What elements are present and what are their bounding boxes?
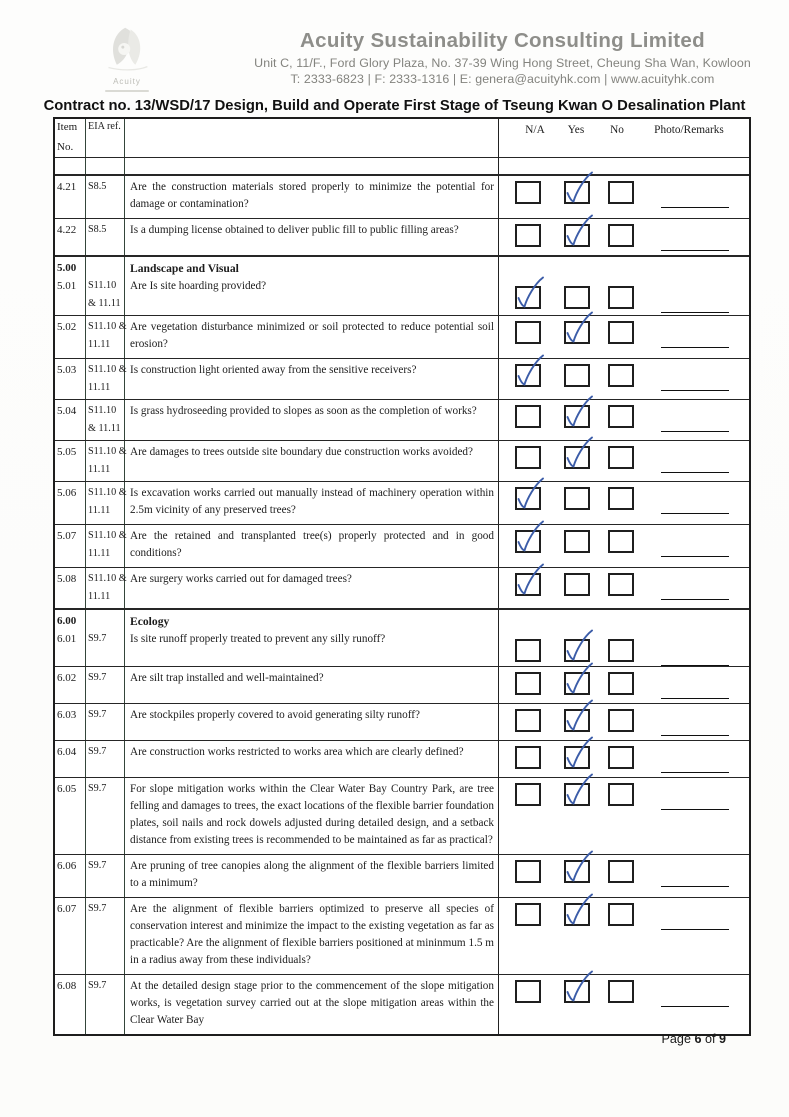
checkbox-yes bbox=[564, 709, 590, 732]
question-text: Is grass hydroseeding provided to slopes as soon as the completion of works? bbox=[130, 405, 477, 417]
item-no-cell bbox=[55, 400, 86, 440]
tick-icon bbox=[514, 477, 544, 513]
checkbox-yes bbox=[564, 364, 590, 387]
eia-ref-cell bbox=[86, 568, 125, 608]
item-number: 5.03 bbox=[57, 364, 77, 376]
total-pages-number: 9 bbox=[718, 1032, 726, 1046]
question-cell bbox=[125, 778, 499, 854]
company-name: Acuity Sustainability Consulting Limited bbox=[300, 29, 705, 52]
item-no-cell bbox=[55, 667, 86, 703]
checkbox-na bbox=[515, 639, 541, 662]
checkbox-group bbox=[499, 364, 749, 391]
question-text: Are surgery works carried out for damaged trees? bbox=[130, 573, 352, 585]
question-cell bbox=[125, 610, 499, 666]
tick-icon bbox=[563, 311, 593, 347]
checkbox-na bbox=[515, 746, 541, 769]
checkbox-na bbox=[515, 860, 541, 883]
tick-icon bbox=[563, 699, 593, 735]
checkbox-no bbox=[608, 639, 634, 662]
checkbox-na bbox=[515, 487, 541, 510]
checkbox-no bbox=[608, 530, 634, 553]
checks-cell bbox=[499, 610, 749, 666]
item-number: 5.07 bbox=[57, 530, 77, 542]
table-row bbox=[55, 974, 749, 1034]
checkbox-yes bbox=[564, 639, 590, 662]
question-cell bbox=[125, 568, 499, 608]
checkbox-no bbox=[608, 405, 634, 428]
eia-ref-cell bbox=[86, 441, 125, 481]
item-header-line2: No. bbox=[57, 141, 74, 153]
eia-ref-cell bbox=[86, 975, 125, 1034]
checks-header-cell bbox=[499, 119, 749, 157]
checkbox-na bbox=[515, 980, 541, 1003]
item-no-cell bbox=[55, 898, 86, 974]
remarks-line bbox=[661, 886, 729, 887]
question-cell bbox=[125, 667, 499, 703]
checkbox-no bbox=[608, 860, 634, 883]
question-cell bbox=[125, 855, 499, 897]
eia-header-label: EIA ref. bbox=[88, 121, 121, 132]
checks-cell bbox=[499, 316, 749, 358]
checkbox-no bbox=[608, 746, 634, 769]
checkbox-na bbox=[515, 573, 541, 596]
item-no-cell bbox=[55, 855, 86, 897]
checkbox-na bbox=[515, 446, 541, 469]
checkbox-yes bbox=[564, 573, 590, 596]
table-row bbox=[55, 255, 749, 315]
checkbox-group bbox=[499, 321, 749, 348]
checks-cell bbox=[499, 667, 749, 703]
question-text: Are damages to trees outside site boundary due construction works avoided? bbox=[130, 446, 473, 458]
eia-ref: S9.7 bbox=[88, 709, 107, 720]
checkbox-na bbox=[515, 321, 541, 344]
item-number: 6.07 bbox=[57, 903, 77, 915]
checklist-table bbox=[53, 117, 751, 1036]
eia-ref-cell bbox=[86, 525, 125, 567]
logo-tagline-decoration bbox=[105, 90, 149, 92]
eia-ref: & 11.11 bbox=[88, 423, 121, 434]
tick-icon bbox=[514, 520, 544, 556]
checks-cell bbox=[499, 359, 749, 399]
checkbox-no bbox=[608, 487, 634, 510]
eia-ref: S8.5 bbox=[88, 224, 107, 235]
item-no-cell bbox=[55, 525, 86, 567]
checkbox-group bbox=[499, 573, 749, 600]
checks-cell bbox=[499, 898, 749, 974]
eia-ref-cell bbox=[86, 741, 125, 777]
remarks-line bbox=[661, 665, 729, 666]
checkbox-na bbox=[515, 224, 541, 247]
remarks-line bbox=[661, 312, 729, 313]
table-row bbox=[55, 524, 749, 567]
item-header-line1: Item bbox=[57, 121, 78, 133]
eia-ref: S11.10 & bbox=[88, 364, 127, 375]
eia-ref-cell bbox=[86, 778, 125, 854]
eia-ref: S11.10 & bbox=[88, 487, 127, 498]
question-text: Are Is site hoarding provided? bbox=[130, 280, 267, 292]
checks-cell bbox=[499, 525, 749, 567]
table-row bbox=[55, 218, 749, 255]
eia-ref: S9.7 bbox=[88, 672, 107, 683]
checks-cell bbox=[499, 219, 749, 255]
eia-ref: S11.10 bbox=[88, 405, 117, 416]
checks-cell bbox=[499, 704, 749, 740]
eia-ref-cell bbox=[86, 898, 125, 974]
table-row bbox=[55, 315, 749, 358]
eia-ref: S11.10 & bbox=[88, 573, 127, 584]
item-no-cell bbox=[55, 158, 86, 174]
remarks-line bbox=[661, 556, 729, 557]
item-number: 6.05 bbox=[57, 783, 77, 795]
checkbox-yes bbox=[564, 783, 590, 806]
checkbox-na bbox=[515, 286, 541, 309]
checkbox-group bbox=[499, 181, 749, 208]
eia-ref: S11.10 & bbox=[88, 321, 127, 332]
eia-ref: S11.10 & bbox=[88, 446, 127, 457]
remarks-line bbox=[661, 809, 729, 810]
remarks-line bbox=[661, 599, 729, 600]
table-body bbox=[55, 157, 749, 1034]
checkbox-no bbox=[608, 709, 634, 732]
question-text: Are the alignment of flexible barriers optimized to preserve all species of conservation interest and minimize the impact to the existing vegetation as far as practicable? Are the alignment of flexible barriers positioned at mininmum 1.5 m in a radius away from these individuals? bbox=[130, 903, 494, 966]
checkbox-no bbox=[608, 903, 634, 926]
eia-ref-cell bbox=[86, 855, 125, 897]
item-no-cell bbox=[55, 482, 86, 524]
tick-icon bbox=[563, 773, 593, 809]
table-row bbox=[55, 854, 749, 897]
table-row bbox=[55, 399, 749, 440]
logo-caption: Acuity bbox=[113, 77, 141, 86]
item-no-cell bbox=[55, 316, 86, 358]
checks-cell bbox=[499, 176, 749, 218]
checkbox-na bbox=[515, 709, 541, 732]
item-no-cell bbox=[55, 975, 86, 1034]
checks-cell bbox=[499, 568, 749, 608]
question-cell bbox=[125, 898, 499, 974]
checkbox-no bbox=[608, 573, 634, 596]
eia-ref-cell bbox=[86, 359, 125, 399]
section-title: Ecology bbox=[130, 615, 170, 628]
no-column-header: No bbox=[610, 124, 624, 136]
table-row bbox=[55, 703, 749, 740]
eia-ref: S8.5 bbox=[88, 181, 107, 192]
checks-cell bbox=[499, 158, 749, 174]
eia-ref: 11.11 bbox=[88, 591, 111, 602]
checkbox-group bbox=[499, 446, 749, 473]
checkbox-na bbox=[515, 530, 541, 553]
checks-cell bbox=[499, 855, 749, 897]
checkbox-no bbox=[608, 364, 634, 387]
checkbox-group bbox=[499, 672, 749, 699]
question-header-cell bbox=[125, 119, 499, 157]
table-row bbox=[55, 567, 749, 608]
checkbox-na bbox=[515, 783, 541, 806]
company-logo bbox=[92, 24, 162, 92]
checkbox-group bbox=[499, 980, 749, 1007]
question-cell bbox=[125, 525, 499, 567]
tick-icon bbox=[563, 629, 593, 665]
item-no-cell bbox=[55, 704, 86, 740]
item-number: 5.05 bbox=[57, 446, 77, 458]
checks-cell bbox=[499, 741, 749, 777]
tick-icon bbox=[563, 214, 593, 250]
question-text: Is a dumping license obtained to deliver public fill to public filling areas? bbox=[130, 224, 459, 236]
question-text: Are silt trap installed and well-maintained? bbox=[130, 672, 324, 684]
tick-icon bbox=[563, 970, 593, 1006]
checks-cell bbox=[499, 257, 749, 315]
eia-ref-cell bbox=[86, 667, 125, 703]
checkbox-yes bbox=[564, 980, 590, 1003]
remarks-line bbox=[661, 735, 729, 736]
checkbox-no bbox=[608, 181, 634, 204]
item-no-cell bbox=[55, 610, 86, 666]
table-header-row bbox=[55, 119, 749, 157]
item-number: 5.04 bbox=[57, 405, 77, 417]
question-cell bbox=[125, 975, 499, 1034]
eia-ref: S11.10 bbox=[88, 280, 117, 291]
checkbox-yes bbox=[564, 181, 590, 204]
tick-icon bbox=[563, 395, 593, 431]
table-row bbox=[55, 897, 749, 974]
checkbox-group bbox=[499, 783, 749, 810]
eia-ref: 11.11 bbox=[88, 339, 111, 350]
eia-ref: S11.10 & bbox=[88, 530, 127, 541]
eia-ref: 11.11 bbox=[88, 464, 111, 475]
eia-ref-cell bbox=[86, 400, 125, 440]
question-text: Are pruning of tree canopies along the alignment of the flexible barriers limited to a minimum? bbox=[130, 860, 494, 889]
of-label: of bbox=[704, 1032, 716, 1046]
checks-cell bbox=[499, 441, 749, 481]
table-row bbox=[55, 358, 749, 399]
checks-cell bbox=[499, 975, 749, 1034]
item-number: 6.01 bbox=[57, 633, 77, 645]
eia-ref: S9.7 bbox=[88, 633, 107, 644]
checkbox-na bbox=[515, 672, 541, 695]
item-no-cell bbox=[55, 176, 86, 218]
checkbox-yes bbox=[564, 321, 590, 344]
item-no-cell bbox=[55, 441, 86, 481]
remarks-line bbox=[661, 698, 729, 699]
question-text: Are stockpiles properly covered to avoid generating silty runoff? bbox=[130, 709, 420, 721]
remarks-line bbox=[661, 1006, 729, 1007]
checks-cell bbox=[499, 400, 749, 440]
checkbox-group bbox=[499, 286, 749, 313]
checkbox-yes bbox=[564, 487, 590, 510]
question-cell bbox=[125, 400, 499, 440]
question-cell bbox=[125, 176, 499, 218]
yes-column-header: Yes bbox=[567, 124, 585, 136]
eia-ref-cell bbox=[86, 610, 125, 666]
eia-ref-cell bbox=[86, 158, 125, 174]
tick-icon bbox=[563, 736, 593, 772]
question-text: Is construction light oriented away from the sensitive receivers? bbox=[130, 364, 417, 376]
eia-ref-header bbox=[86, 119, 125, 157]
question-text: Are the retained and transplanted tree(s) properly protected and in good conditions? bbox=[130, 530, 494, 559]
remarks-line bbox=[661, 207, 729, 208]
remarks-line bbox=[661, 347, 729, 348]
eia-ref: 11.11 bbox=[88, 505, 111, 516]
page-label: Page bbox=[661, 1032, 691, 1046]
item-number: 6.08 bbox=[57, 980, 77, 992]
checkbox-na bbox=[515, 903, 541, 926]
item-number: 6.03 bbox=[57, 709, 77, 721]
checkbox-group bbox=[499, 639, 749, 666]
question-cell bbox=[125, 482, 499, 524]
question-text: Are vegetation disturbance minimized or soil protected to reduce potential soil erosion? bbox=[130, 321, 494, 350]
company-contact: T: 2333-6823 | F: 2333-1316 | E: genera@acuityhk.com | www.acuityhk.com bbox=[290, 72, 715, 86]
checkbox-yes bbox=[564, 903, 590, 926]
remarks-line bbox=[661, 431, 729, 432]
page-number bbox=[662, 1032, 726, 1046]
checkbox-no bbox=[608, 286, 634, 309]
section-number: 6.00 bbox=[57, 615, 77, 627]
checkbox-group bbox=[499, 405, 749, 432]
eia-ref: S9.7 bbox=[88, 903, 107, 914]
tick-icon bbox=[514, 563, 544, 599]
company-address: Unit C, 11/F., Ford Glory Plaza, No. 37-39 Wing Hong Street, Cheung Sha Wan, Kowloon bbox=[254, 56, 751, 70]
eia-ref-cell bbox=[86, 316, 125, 358]
item-number: 5.08 bbox=[57, 573, 77, 585]
item-no-cell bbox=[55, 359, 86, 399]
checkbox-na bbox=[515, 364, 541, 387]
question-cell bbox=[125, 741, 499, 777]
eia-ref-cell bbox=[86, 257, 125, 315]
remarks-line bbox=[661, 513, 729, 514]
question-cell bbox=[125, 219, 499, 255]
remarks-line bbox=[661, 472, 729, 473]
checkbox-no bbox=[608, 783, 634, 806]
question-text: Is site runoff properly treated to prevent any silly runoff? bbox=[130, 633, 386, 645]
question-cell bbox=[125, 158, 499, 174]
checkbox-yes bbox=[564, 405, 590, 428]
acuity-leaf-logo-icon bbox=[99, 24, 155, 74]
question-cell bbox=[125, 316, 499, 358]
eia-ref-cell bbox=[86, 219, 125, 255]
item-number: 6.02 bbox=[57, 672, 77, 684]
item-no-cell bbox=[55, 219, 86, 255]
item-number: 4.21 bbox=[57, 181, 77, 193]
tick-icon bbox=[563, 893, 593, 929]
remarks-line bbox=[661, 250, 729, 251]
checkbox-group bbox=[499, 860, 749, 887]
checkbox-group bbox=[499, 709, 749, 736]
question-cell bbox=[125, 257, 499, 315]
item-number: 5.01 bbox=[57, 280, 77, 292]
question-cell bbox=[125, 704, 499, 740]
item-no-cell bbox=[55, 257, 86, 315]
checkbox-no bbox=[608, 980, 634, 1003]
item-no-header bbox=[55, 119, 86, 157]
eia-ref-cell bbox=[86, 704, 125, 740]
eia-ref: S9.7 bbox=[88, 980, 107, 991]
checkbox-yes bbox=[564, 286, 590, 309]
eia-ref: S9.7 bbox=[88, 746, 107, 757]
checkbox-yes bbox=[564, 446, 590, 469]
question-text: At the detailed design stage prior to the commencement of the slope mitigation works, is vegetation survey carried out at the slope mitigation areas within the Clear Water Bay bbox=[130, 980, 494, 1026]
table-row bbox=[55, 666, 749, 703]
checkbox-yes bbox=[564, 672, 590, 695]
checkbox-group bbox=[499, 487, 749, 514]
checkbox-no bbox=[608, 672, 634, 695]
checkbox-no bbox=[608, 446, 634, 469]
question-cell bbox=[125, 359, 499, 399]
table-row bbox=[55, 440, 749, 481]
question-cell bbox=[125, 441, 499, 481]
item-no-cell bbox=[55, 568, 86, 608]
checks-cell bbox=[499, 482, 749, 524]
item-number: 6.06 bbox=[57, 860, 77, 872]
section-title: Landscape and Visual bbox=[130, 262, 239, 275]
checkbox-no bbox=[608, 224, 634, 247]
eia-ref-cell bbox=[86, 176, 125, 218]
tick-icon bbox=[563, 662, 593, 698]
checkbox-yes bbox=[564, 224, 590, 247]
item-no-cell bbox=[55, 741, 86, 777]
remarks-line bbox=[661, 772, 729, 773]
checkbox-group bbox=[499, 224, 749, 251]
eia-ref: & 11.11 bbox=[88, 298, 121, 309]
tick-icon bbox=[514, 276, 544, 312]
eia-ref: 11.11 bbox=[88, 382, 111, 393]
checkbox-na bbox=[515, 405, 541, 428]
checkbox-group bbox=[499, 530, 749, 557]
section-number: 5.00 bbox=[57, 262, 77, 274]
eia-ref-cell bbox=[86, 482, 125, 524]
table-row bbox=[55, 174, 749, 218]
eia-ref: S9.7 bbox=[88, 783, 107, 794]
table-row bbox=[55, 481, 749, 524]
eia-ref: 11.11 bbox=[88, 548, 111, 559]
item-number: 5.06 bbox=[57, 487, 77, 499]
checkbox-na bbox=[515, 181, 541, 204]
table-row bbox=[55, 777, 749, 854]
na-column-header: N/A bbox=[525, 124, 545, 136]
checkbox-yes bbox=[564, 860, 590, 883]
question-text: Is excavation works carried out manually instead of machinery operation within 2.5m vicinity of any preserved trees? bbox=[130, 487, 494, 516]
item-number: 4.22 bbox=[57, 224, 77, 236]
question-text: For slope mitigation works within the Clear Water Bay Country Park, are tree felling and damages to trees, the exact locations of the flexible barrier foundation plates, soil nails and rock dowels adjusted during detailed design, and a setback distance from existing trees is recommended to be maintained as far as practical? bbox=[130, 783, 494, 846]
checkbox-yes bbox=[564, 746, 590, 769]
checks-cell bbox=[499, 778, 749, 854]
checkbox-group bbox=[499, 746, 749, 773]
remarks-line bbox=[661, 390, 729, 391]
current-page-number: 6 bbox=[694, 1032, 702, 1046]
spacer-row bbox=[55, 157, 749, 174]
tick-icon bbox=[563, 850, 593, 886]
eia-ref: S9.7 bbox=[88, 860, 107, 871]
page-title: Contract no. 13/WSD/17 Design, Build and Operate First Stage of Tseung Kwan O Desalination Plant bbox=[43, 98, 746, 114]
item-number: 6.04 bbox=[57, 746, 77, 758]
tick-icon bbox=[563, 436, 593, 472]
checkbox-no bbox=[608, 321, 634, 344]
question-text: Are the construction materials stored properly to minimize the potential for damage or contamination? bbox=[130, 181, 494, 210]
photo-remarks-column-header: Photo/Remarks bbox=[654, 124, 724, 136]
table-row bbox=[55, 740, 749, 777]
item-number: 5.02 bbox=[57, 321, 77, 333]
tick-icon bbox=[514, 354, 544, 390]
tick-icon bbox=[563, 171, 593, 207]
letterhead bbox=[225, 29, 780, 86]
remarks-line bbox=[661, 929, 729, 930]
item-no-cell bbox=[55, 778, 86, 854]
question-text: Are construction works restricted to works area which are clearly defined? bbox=[130, 746, 464, 758]
checkbox-group bbox=[499, 903, 749, 930]
checkbox-yes bbox=[564, 530, 590, 553]
table-row bbox=[55, 608, 749, 666]
